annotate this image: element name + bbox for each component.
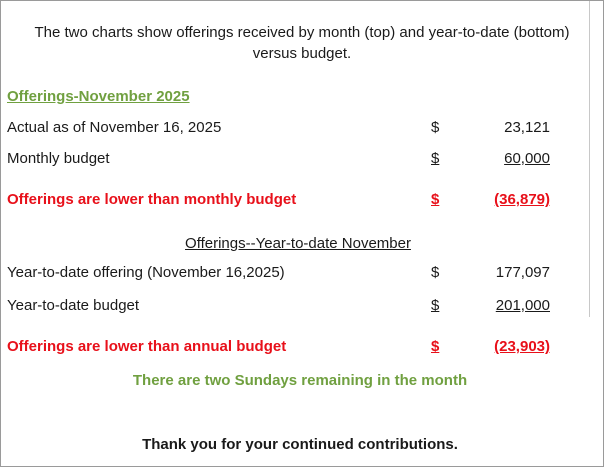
row-amount: (23,903) (494, 338, 550, 355)
intro-line-2: versus budget. (252, 45, 352, 62)
dollar-sign: $ (431, 191, 440, 208)
ytd-difference-row (0, 338, 604, 360)
intro-line-1: The two charts show offerings received by month (top) and year-to-date (bottom) (34, 24, 570, 41)
row-label: Actual as of November 16, 2025 (7, 119, 222, 136)
row-label: Monthly budget (7, 150, 110, 167)
row-amount: (36,879) (494, 191, 550, 208)
dollar-sign: $ (431, 119, 440, 136)
ytd-budget-row (0, 297, 604, 319)
row-amount: 60,000 (504, 150, 550, 167)
dollar-sign: $ (431, 297, 440, 314)
intro-text (0, 22, 604, 64)
monthly-budget-row (0, 150, 604, 172)
row-label: Offerings are lower than monthly budget (7, 191, 297, 208)
row-label: Year-to-date offering (November 16,2025) (7, 264, 285, 281)
thank-you-message: Thank you for your continued contributions. (142, 436, 458, 453)
row-amount: 177,097 (495, 264, 550, 281)
row-amount: 201,000 (495, 297, 550, 314)
row-amount: 23,121 (504, 119, 550, 136)
row-label: Year-to-date budget (7, 297, 140, 314)
ytd-section-title: Offerings--Year-to-date November (185, 235, 411, 252)
ytd-offering-row (0, 264, 604, 286)
dollar-sign: $ (431, 264, 440, 281)
dollar-sign: $ (431, 150, 440, 167)
monthly-actual-row (0, 119, 604, 141)
row-label: Offerings are lower than annual budget (7, 338, 287, 355)
sundays-remaining-note: There are two Sundays remaining in the month (132, 372, 468, 389)
monthly-difference-row (0, 191, 604, 213)
monthly-section-title: Offerings-November 2025 (7, 88, 190, 105)
dollar-sign: $ (431, 338, 440, 355)
